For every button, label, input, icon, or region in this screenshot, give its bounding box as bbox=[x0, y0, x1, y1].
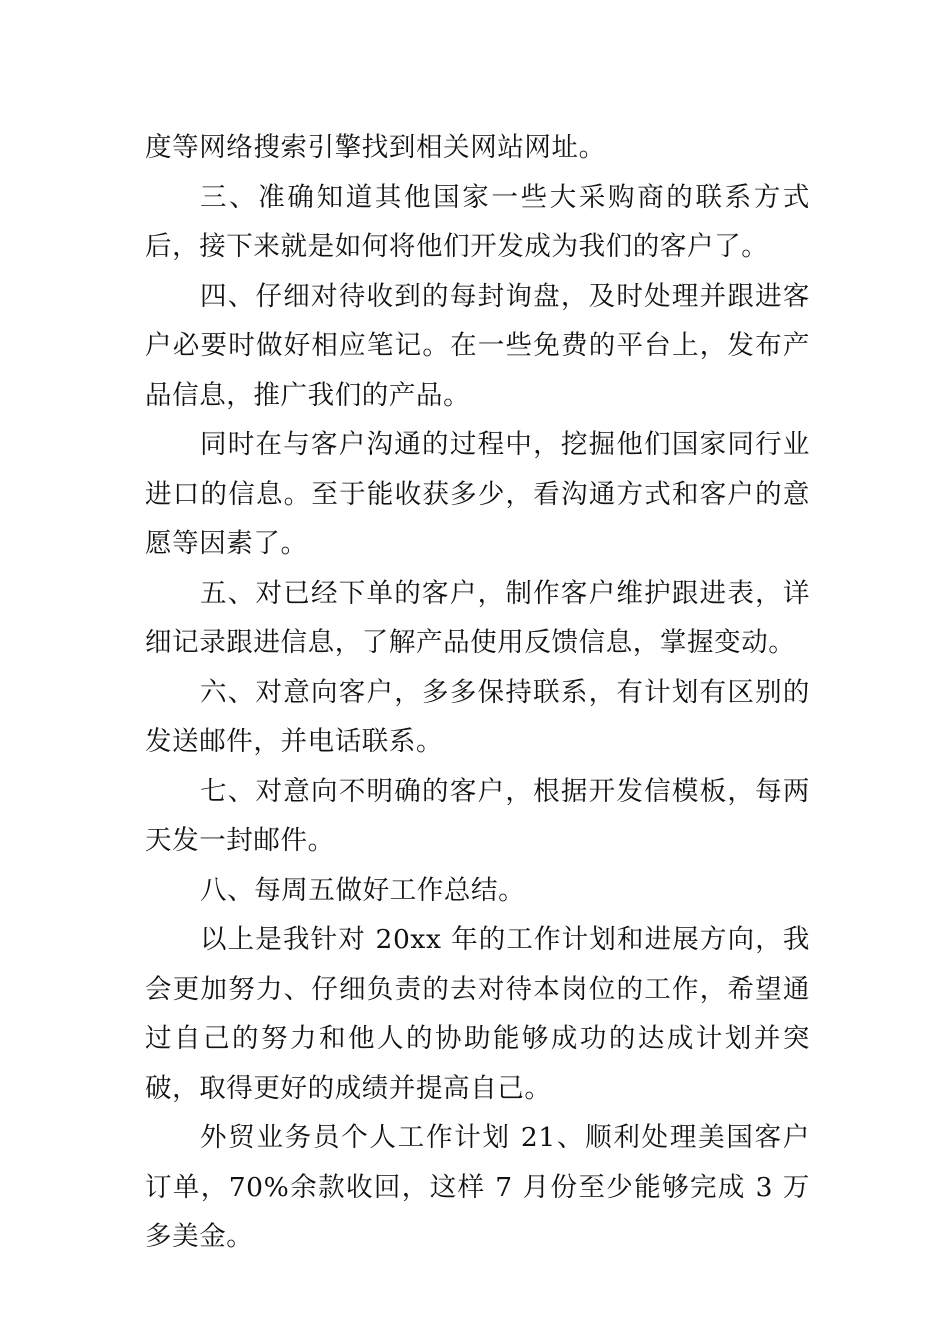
paragraph-item-8: 八、每周五做好工作总结。 bbox=[200, 874, 526, 906]
paragraph-item-4: 四、仔细对待收到的每封询盘，及时处理并跟进客户必要时做好相应笔记。在一些免费的平台上，发布产品信息，推广我们的产品。 bbox=[145, 280, 810, 411]
paragraph-item-6: 六、对意向客户，多多保持联系，有计划有区别的发送邮件，并电话联系。 bbox=[145, 676, 810, 757]
paragraph-continuation: 度等网络搜索引擎找到相关网站网址。 bbox=[145, 132, 606, 163]
paragraph-item-7: 七、对意向不明确的客户，根据开发信模板，每两天发一封邮件。 bbox=[145, 775, 810, 856]
paragraph-plan-2: 外贸业务员个人工作计划 21、顺利处理美国客户订单，70%余款收回，这样 7 月份至少能够完成 3 万多美金。 bbox=[145, 1122, 810, 1252]
document-body bbox=[145, 123, 810, 1262]
paragraph-item-5: 五、对已经下单的客户，制作客户维护跟进表，详细记录跟进信息，了解产品使用反馈信息，掌握变动。 bbox=[145, 577, 810, 658]
paragraph-item-3: 三、准确知道其他国家一些大采购商的联系方式后，接下来就是如何将他们开发成为我们的客户了。 bbox=[145, 181, 810, 262]
paragraph-communication: 同时在与客户沟通的过程中，挖掘他们国家同行业进口的信息。至于能收获多少，看沟通方式和客户的意愿等因素了。 bbox=[145, 429, 810, 559]
paragraph-summary: 以上是我针对 20xx 年的工作计划和进展方向，我会更加努力、仔细负责的去对待本岗位的工作，希望通过自己的努力和他人的协助能够成功的达成计划并突破，取得更好的成绩并提高自己。 bbox=[145, 924, 810, 1104]
